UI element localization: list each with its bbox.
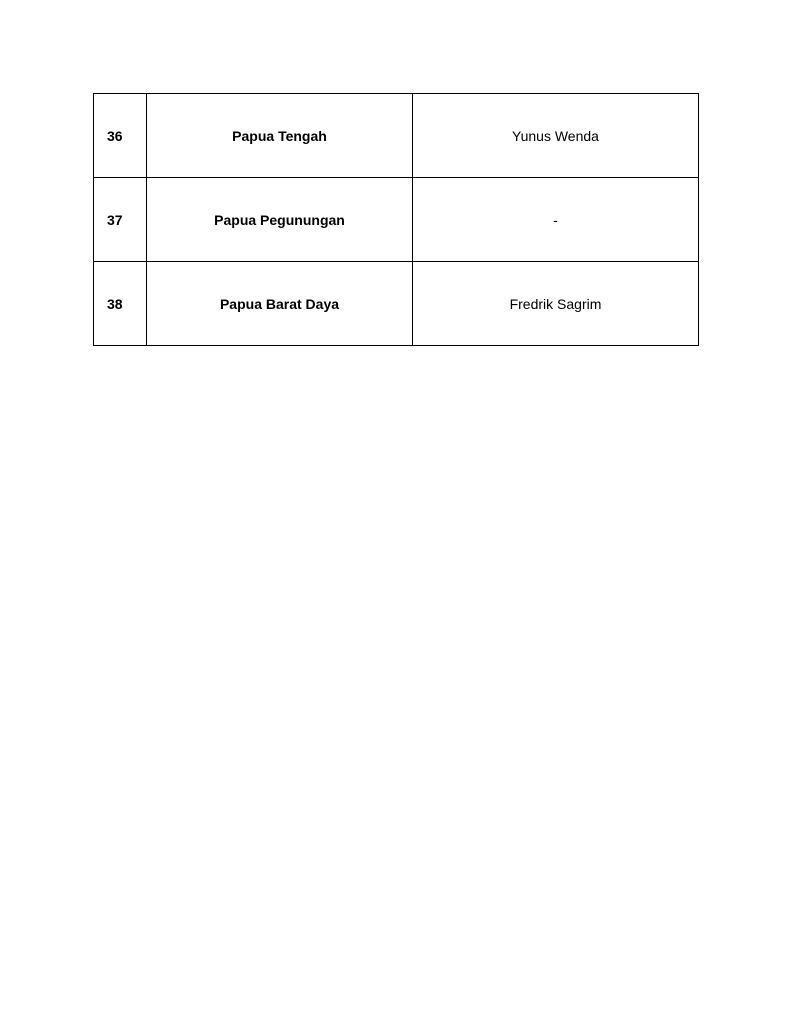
province-table bbox=[93, 93, 699, 346]
table-row bbox=[94, 94, 699, 178]
row-number: 37 bbox=[94, 178, 147, 262]
person-name: Yunus Wenda bbox=[413, 94, 699, 178]
row-number: 38 bbox=[94, 262, 147, 346]
table-row bbox=[94, 262, 699, 346]
province-name: Papua Barat Daya bbox=[147, 262, 413, 346]
table-row bbox=[94, 178, 699, 262]
province-name: Papua Pegunungan bbox=[147, 178, 413, 262]
row-number: 36 bbox=[94, 94, 147, 178]
province-name: Papua Tengah bbox=[147, 94, 413, 178]
person-name: Fredrik Sagrim bbox=[413, 262, 699, 346]
person-name: - bbox=[413, 178, 699, 262]
